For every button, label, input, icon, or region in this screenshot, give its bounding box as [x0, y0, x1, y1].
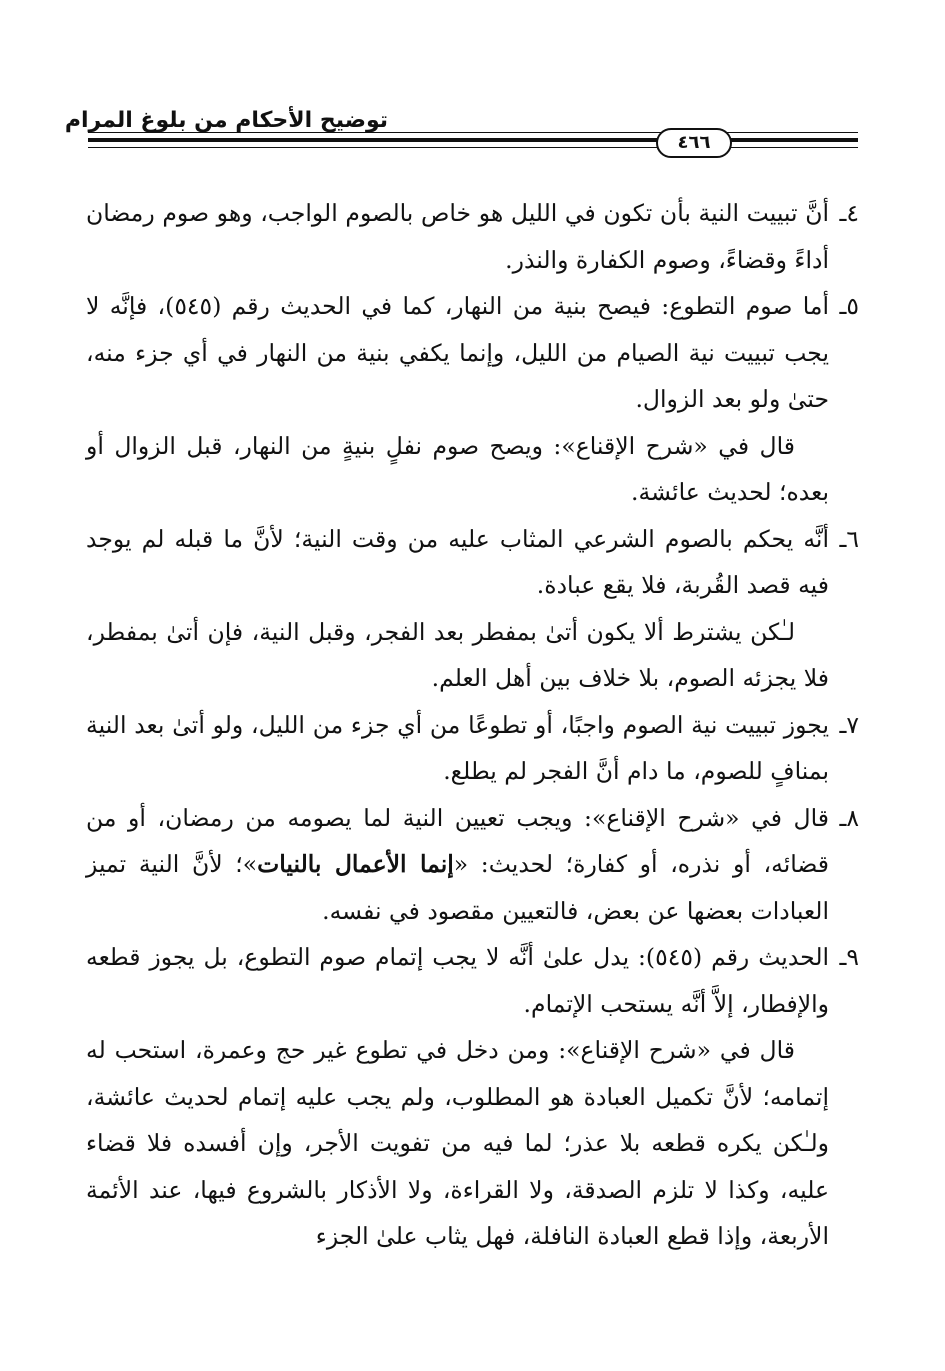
item-text: الحديث رقم (٥٤٥): يدل علىٰ أنَّه لا يجب إتمام صوم التطوع، بل يجوز قطعه والإفطار، إلاَّ أنَّه يستحب الإتمام.	[86, 943, 830, 1018]
item-number: ٩ـ	[839, 943, 859, 971]
header-rule-middle	[88, 138, 858, 142]
item-text: أنَّ تبييت النية بأن تكون في الليل هو خاص بالصوم الواجب، وهو صوم رمضان أداءً وقضاءً، وصوم الكفارة والنذر.	[86, 199, 829, 274]
list-item-7	[86, 702, 859, 795]
header-rule-bottom	[88, 147, 858, 148]
body-text	[86, 190, 859, 1260]
item-text-before: قال في «شرح الإقناع»: ويجب تعيين النية لما يصومه من رمضان، أو من قضائه، أو نذره، أو كفارة؛ لحديث: «	[86, 803, 830, 878]
list-item-8	[86, 795, 859, 935]
list-item-6	[86, 516, 859, 609]
page-header	[64, 102, 858, 162]
list-item-4	[86, 190, 859, 283]
item-text: أنَّه يحكم بالصوم الشرعي المثاب عليه من وقت النية؛ لأنَّ ما قبله لم يوجد فيه قصد القُربة، فلا يقع عبادة.	[86, 524, 829, 599]
list-item-5	[86, 283, 859, 423]
hadith-quote: إنما الأعمال بالنيات	[257, 850, 454, 878]
quote-paragraph: قال في «شرح الإقناع»: ومن دخل في تطوع غير حج وعمرة، استحب له إتمامه؛ لأنَّ تكميل العبادة هو المطلوب، ولم يجب عليه إتمام لحديث عائشة، ولـٰكن يكره قطعه بلا عذر؛ لما فيه من تفويت الأجر، وإن أفسده فلا قضاء عليه، وكذا لا تلزم الصدقة، ولا القراءة، ولا الأذكار بالشروع فيها، عند الأئمة الأربعة، وإذا قطع العبادة النافلة، فهل يثاب علىٰ الجزء	[86, 1036, 829, 1250]
item-number: ٧ـ	[839, 710, 859, 739]
page-number: ٤٦٦	[656, 128, 732, 158]
item-number: ٦ـ	[839, 524, 859, 553]
list-item-9	[86, 934, 859, 1027]
item-number: ٤ـ	[839, 199, 859, 227]
quote-paragraph: قال في «شرح الإقناع»: ويصح صوم نفلٍ بنيةٍ من النهار، قبل الزوال أو بعده؛ لحديث عائشة.	[86, 431, 829, 506]
header-rule-top	[88, 132, 858, 133]
item-number: ٨ـ	[839, 803, 859, 832]
item-number: ٥ـ	[839, 292, 859, 320]
note-paragraph: لـٰكن يشترط ألا يكون أتىٰ بمفطر بعد الفجر، وقبل النية، فإن أتىٰ بمفطر، فلا يجزئه الصوم، بلا خلاف بين أهل العلم.	[86, 617, 829, 692]
running-title: توضيح الأحكام من بلوغ المرام	[64, 108, 388, 133]
item-text-after: »؛ لأنَّ النية تميز العبادات بعضها عن بعض، فالتعيين مقصود في نفسه.	[86, 850, 829, 925]
item-text: يجوز تبييت نية الصوم واجبًا، أو تطوعًا من أي جزء من الليل، ولو أتىٰ بعد النية بمنافٍ للصوم، ما دام أنَّ الفجر لم يطلع.	[86, 710, 829, 785]
item-text: أما صوم التطوع: فيصح بنية من النهار، كما في الحديث رقم (٥٤٥)، فإنَّه لا يجب تبييت نية الصيام من الليل، وإنما يكفي بنية من النهار في أي جزء منه، حتىٰ ولو بعد الزوال.	[86, 292, 829, 413]
item-text	[86, 795, 829, 935]
